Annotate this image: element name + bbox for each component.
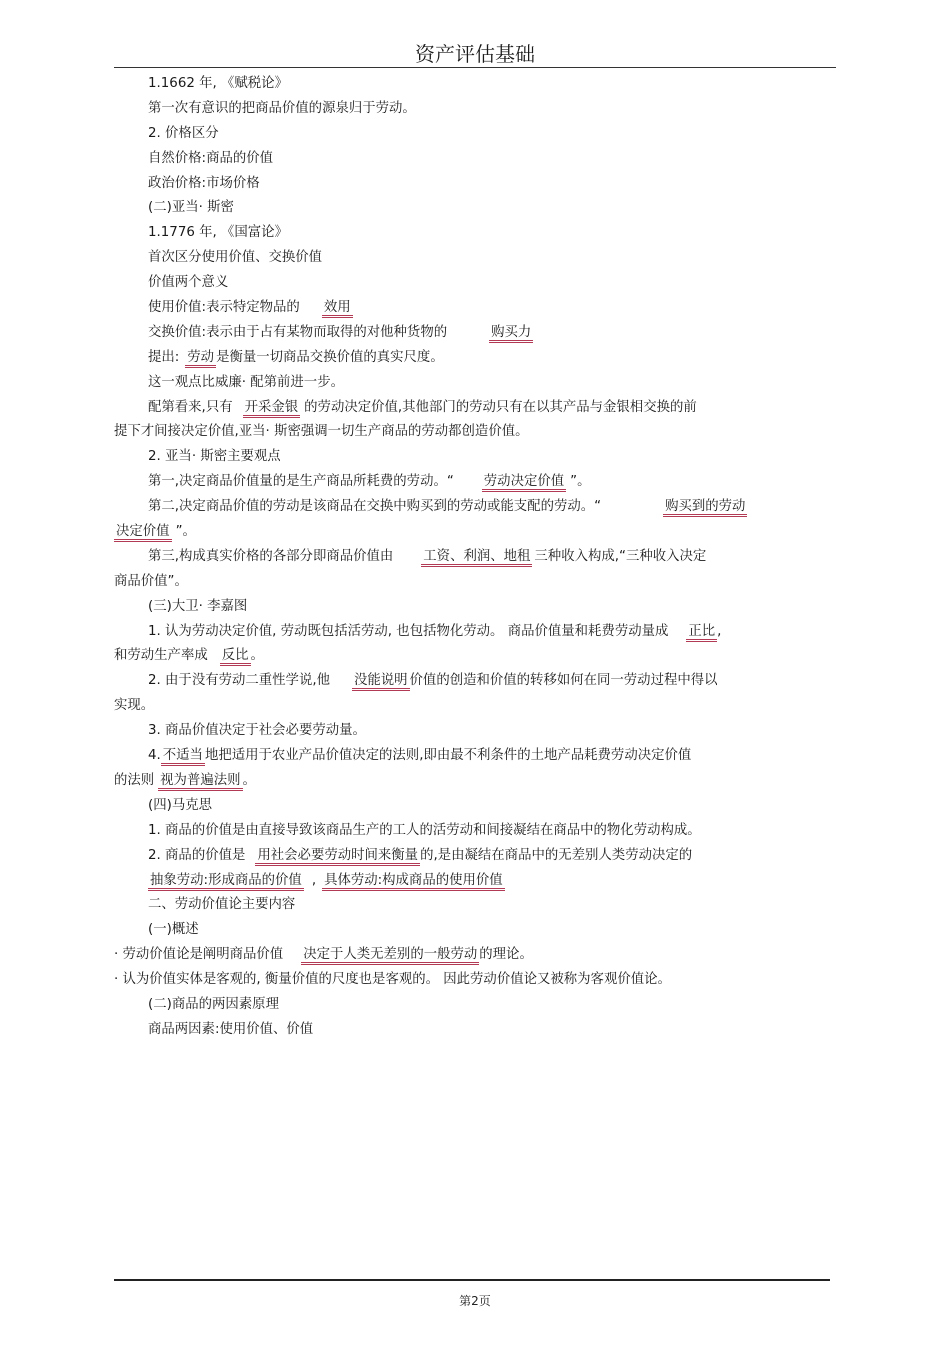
- text: (二)商品的两因素原理: [148, 996, 279, 1012]
- paragraph-line: [114, 371, 844, 396]
- section-heading: [114, 196, 844, 221]
- paragraph-line: [114, 321, 844, 346]
- fill-in-answer: 视为普遍法则: [158, 773, 242, 791]
- text: 政治价格:市场价格: [148, 175, 260, 191]
- fill-in-answer: 抽象劳动:形成商品的价值: [148, 873, 304, 891]
- text: 三种收入构成,“三种收入决定: [534, 548, 707, 564]
- paragraph-line: [114, 844, 844, 869]
- text: 是衡量一切商品交换价值的真实尺度。: [216, 349, 444, 365]
- fill-in-answer: 决定于人类无差别的一般劳动: [301, 947, 479, 965]
- text: 1.1776 年, 《国富论》: [148, 225, 288, 241]
- text: ”。: [570, 474, 591, 490]
- text: 2. 亚当· 斯密主要观点: [148, 449, 281, 465]
- text: (四)马克思: [148, 797, 213, 813]
- paragraph-line: [114, 346, 844, 371]
- paragraph-line: [114, 147, 844, 172]
- paragraph-line: [114, 445, 844, 470]
- text: 提出:: [148, 349, 180, 365]
- section-heading: [114, 893, 844, 918]
- fill-in-answer: 劳动决定价值: [482, 474, 566, 492]
- text: 1. 商品的价值是由直接导致该商品生产的工人的活劳动和间接凝结在商品中的物化劳动构成。: [148, 822, 701, 838]
- text: 首次区分使用价值、交换价值: [148, 250, 323, 266]
- text: 第三,构成真实价格的各部分即商品价值由: [148, 548, 394, 564]
- text: 商品价值”。: [114, 573, 188, 589]
- paragraph-line: [114, 296, 844, 321]
- text: 交换价值:表示由于占有某物而取得的对他种货物的: [148, 324, 448, 340]
- fill-in-answer: 效用: [322, 300, 353, 318]
- paragraph-line: [114, 1018, 844, 1043]
- text: 二、劳动价值论主要内容: [148, 897, 296, 913]
- text: 商品两因素:使用价值、价值: [148, 1021, 314, 1037]
- fill-in-answer: 不适当: [161, 748, 205, 766]
- document-body: [114, 72, 844, 1043]
- text: 价值的创造和价值的转移如何在同一劳动过程中得以: [409, 673, 718, 689]
- page-header-title: 资产评估基础: [415, 42, 535, 66]
- text: 3. 商品价值决定于社会必要劳动量。: [148, 723, 366, 739]
- paragraph-line: [114, 644, 844, 669]
- footer-rule: [114, 1279, 830, 1281]
- text: 提下才间接决定价值,亚当· 斯密强调一切生产商品的劳动都创造价值。: [114, 424, 529, 440]
- paragraph-line: [114, 869, 844, 894]
- bullet-line: [114, 943, 844, 968]
- paragraph-line: [114, 470, 844, 495]
- paragraph-line: [114, 545, 844, 570]
- paragraph-line: [114, 122, 844, 147]
- text: · 认为价值实体是客观的, 衡量价值的尺度也是客观的。 因此劳动价值论又被称为客观价值论。: [114, 972, 671, 988]
- text: (三)大卫· 李嘉图: [148, 598, 248, 614]
- text: 1.1662 年, 《赋税论》: [148, 76, 288, 91]
- paragraph-line: [114, 271, 844, 296]
- paragraph-line: [114, 694, 844, 719]
- page-number: 第2页: [459, 1294, 491, 1308]
- section-heading: [114, 918, 844, 943]
- text: 2. 商品的价值是: [148, 847, 246, 863]
- fill-in-answer: 正比: [686, 624, 717, 642]
- fill-in-answer: 没能说明: [352, 673, 410, 691]
- fill-in-answer: 决定价值: [114, 524, 172, 542]
- paragraph-line: [114, 520, 844, 545]
- text: 的劳动决定价值,其他部门的劳动只有在以其产品与金银相交换的前: [304, 399, 697, 415]
- paragraph-line: [114, 570, 844, 595]
- fill-in-answer: 劳动: [185, 350, 216, 368]
- paragraph-line: [114, 669, 844, 694]
- text: 使用价值:表示特定物品的: [148, 300, 300, 316]
- text: 自然价格:商品的价值: [148, 150, 274, 166]
- text: 这一观点比威廉· 配第前进一步。: [148, 374, 344, 390]
- paragraph-line: [114, 420, 844, 445]
- paragraph-line: [114, 396, 844, 421]
- paragraph-line: [114, 97, 844, 122]
- paragraph-line: [114, 495, 844, 520]
- fill-in-answer: 开采金银: [243, 400, 301, 418]
- paragraph-line: [114, 769, 844, 794]
- text: 。: [250, 648, 264, 664]
- section-heading: [114, 794, 844, 819]
- text: (一)概述: [148, 922, 199, 938]
- fill-in-answer: 购买力: [489, 325, 533, 343]
- paragraph-line: [114, 221, 844, 246]
- text: 实现。: [114, 698, 155, 714]
- text: 第二,决定商品价值的劳动是该商品在交换中购买到的劳动或能支配的劳动。“: [148, 499, 602, 515]
- text: 和劳动生产率成: [114, 648, 208, 664]
- text: ,: [311, 872, 317, 888]
- fill-in-answer: 具体劳动:构成商品的使用价值: [322, 873, 505, 891]
- paragraph-line: [114, 719, 844, 744]
- paragraph-line: [114, 744, 844, 769]
- fill-in-answer: 工资、利润、地租: [421, 549, 532, 567]
- text: 2. 价格区分: [148, 125, 219, 141]
- paragraph-line: [114, 72, 844, 97]
- text: 地把适用于农业产品价值决定的法则,即由最不利条件的土地产品耗费劳动决定价值: [204, 748, 692, 764]
- text: 的理论。: [479, 947, 533, 963]
- paragraph-line: [114, 246, 844, 271]
- text: · 劳动价值论是阐明商品价值: [114, 947, 284, 963]
- paragraph-line: [114, 172, 844, 197]
- section-heading: [114, 595, 844, 620]
- paragraph-line: [114, 819, 844, 844]
- bullet-line: [114, 968, 844, 993]
- section-heading: [114, 993, 844, 1018]
- text: 第一次有意识的把商品价值的源泉归于劳动。: [148, 100, 416, 116]
- fill-in-answer: 反比: [220, 648, 251, 666]
- text: 的法则: [114, 772, 155, 788]
- paragraph-line: [114, 620, 844, 645]
- text: 4.: [148, 748, 161, 764]
- text: 价值两个意义: [148, 275, 229, 291]
- text: 配第看来,只有: [148, 399, 233, 415]
- text: ,: [717, 623, 722, 639]
- text: 1. 认为劳动决定价值, 劳动既包括活劳动, 也包括物化劳动。 商品价值量和耗费劳动量成: [148, 623, 669, 639]
- fill-in-answer: 购买到的劳动: [663, 499, 747, 517]
- text: 2. 由于没有劳动二重性学说,他: [148, 673, 330, 689]
- text: 的,是由凝结在商品中的无差别人类劳动决定的: [420, 847, 693, 863]
- text: 第一,决定商品价值量的是生产商品所耗费的劳动。“: [148, 474, 454, 490]
- fill-in-answer: 用社会必要劳动时间来衡量: [255, 848, 420, 866]
- header-rule: [114, 67, 836, 68]
- text: 。: [242, 772, 256, 788]
- text: (二)亚当· 斯密: [148, 200, 234, 216]
- text: ”。: [175, 524, 196, 540]
